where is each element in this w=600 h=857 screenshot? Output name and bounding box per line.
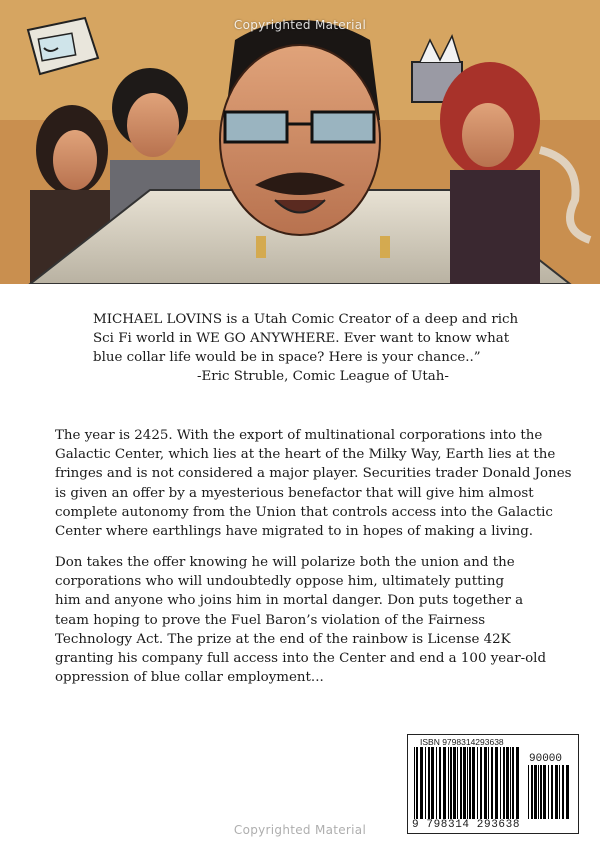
barcode-bar xyxy=(472,747,475,819)
text-line: corporations who will undoubtedly oppose him, ultimately putting xyxy=(55,574,505,590)
barcode-bar xyxy=(480,747,482,819)
barcode-bar xyxy=(506,747,509,819)
blurb-line: MICHAEL LOVINS is a Utah Comic Creator of a deep and rich xyxy=(93,312,519,327)
barcode-bar xyxy=(448,747,449,819)
barcode-bar xyxy=(566,765,569,819)
text-line: is given an offer by a myesterious benefactor that will give him almost xyxy=(55,485,534,501)
barcode-bar xyxy=(425,747,426,819)
barcode-bars-supplement xyxy=(528,765,572,819)
barcode-bar xyxy=(463,747,466,819)
barcode-bar xyxy=(548,765,549,819)
copyright-watermark-bottom: Copyrighted Material xyxy=(233,823,367,837)
barcode-bar xyxy=(500,747,501,819)
text-line: fringes and is not considered a major player. Securities trader Donald Jones xyxy=(55,466,572,482)
text-line: Center where earthlings have migrated to in hopes of making a living. xyxy=(55,524,534,540)
text-line: The year is 2425. With the export of multinational corporations into the xyxy=(55,428,543,443)
barcode-bar xyxy=(431,747,434,819)
blurb-quote xyxy=(93,310,533,386)
synopsis-paragraph-1 xyxy=(55,426,575,541)
text-line: team hoping to prove the Fuel Baron’s violation of the Fairness xyxy=(55,612,486,628)
barcode-bar xyxy=(420,747,423,819)
isbn-barcode xyxy=(407,734,579,834)
text-line: him and anyone who joins him in mortal danger. Don puts together a xyxy=(55,593,524,609)
barcode-bar xyxy=(503,747,505,819)
barcode-bar xyxy=(495,747,498,819)
barcode-bar xyxy=(443,747,446,819)
barcode-bar xyxy=(488,747,489,819)
barcode-bar xyxy=(416,747,418,819)
text-line: Don takes the offer knowing he will polarize both the union and the xyxy=(55,555,515,570)
barcode-bar xyxy=(555,765,558,819)
barcode-bar xyxy=(559,765,560,819)
barcode-bar xyxy=(551,765,553,819)
barcode-bar xyxy=(562,765,564,819)
blurb-line: blue collar life would be in space? Here is your chance..” xyxy=(93,350,481,365)
barcode-bar xyxy=(538,765,539,819)
barcode-bar xyxy=(512,747,514,819)
price-code: 90000 xyxy=(529,753,563,765)
barcode-bar xyxy=(543,765,546,819)
barcode-bar xyxy=(428,747,430,819)
blurb-attribution: -Eric Struble, Comic League of Utah- xyxy=(197,369,449,384)
barcode-bar xyxy=(491,747,493,819)
barcode-bar xyxy=(457,747,458,819)
barcode-bar xyxy=(540,765,542,819)
barcode-bar xyxy=(450,747,452,819)
text-line: granting his company full access into the Center and end a 100 year-old xyxy=(55,651,547,667)
barcode-bar xyxy=(477,747,478,819)
copyright-watermark-top: Copyrighted Material xyxy=(233,18,367,32)
barcode-bar xyxy=(453,747,456,819)
barcode-bar xyxy=(439,747,441,819)
barcode-bar xyxy=(516,747,519,819)
text-line: oppression of blue collar employment... xyxy=(55,670,324,686)
barcode-bar xyxy=(534,765,537,819)
barcode-bar xyxy=(469,747,471,819)
barcode-bar xyxy=(460,747,462,819)
barcode-bar xyxy=(528,765,529,819)
barcode-bar xyxy=(467,747,468,819)
blurb-line: Sci Fi world in WE GO ANYWHERE. Ever want to know what xyxy=(93,331,510,346)
cover-artwork xyxy=(0,0,600,284)
barcode-bar xyxy=(531,765,533,819)
text-line: Galactic Center, which lies at the heart of the Milky Way, Earth lies at the xyxy=(55,447,556,463)
text-line: Technology Act. The prize at the end of the rainbow is License 42K xyxy=(55,631,511,647)
barcode-bar xyxy=(510,747,511,819)
barcode-bars-main xyxy=(414,747,522,819)
barcode-bar xyxy=(414,747,415,819)
text-line: complete autonomy from the Union that controls access into the Galactic xyxy=(55,504,553,520)
comic-illustration xyxy=(0,0,600,284)
synopsis-paragraph-2 xyxy=(55,553,575,687)
isbn-label: ISBN 9798314293638 xyxy=(420,737,504,747)
barcode-bar xyxy=(436,747,437,819)
barcode-bar xyxy=(484,747,487,819)
barcode-digits: 9 798314 293638 xyxy=(412,819,521,831)
